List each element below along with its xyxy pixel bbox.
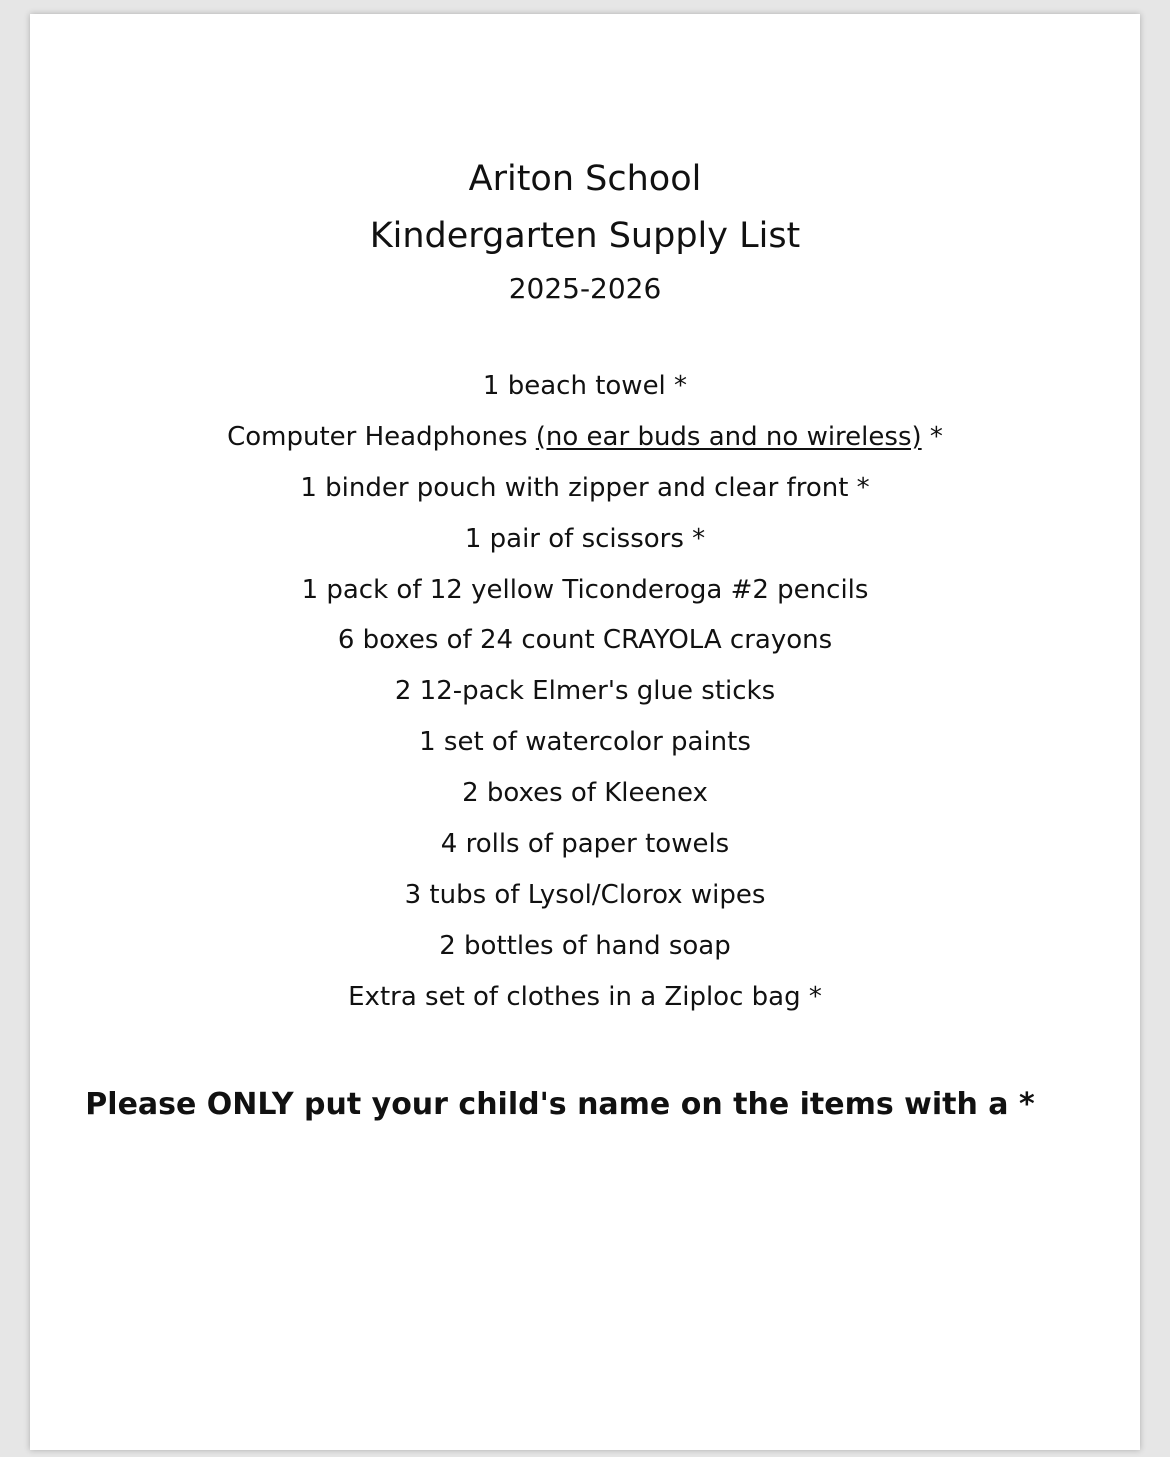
item-mark: *: [848, 472, 870, 503]
list-item: [30, 674, 1140, 725]
item-text: 1 binder pouch with zipper and clear front: [300, 472, 849, 503]
item-text: 1 set of watercolor paints: [419, 727, 751, 758]
item-text: 6 boxes of 24 count CRAYOLA crayons: [337, 625, 833, 656]
item-text: 1 pack of 12 yellow Ticonderoga #2 pencils: [301, 574, 869, 605]
supply-list: [30, 369, 1140, 1031]
list-item: [30, 929, 1140, 980]
item-mark: *: [683, 523, 706, 554]
list-item: [30, 369, 1140, 420]
list-item: [30, 827, 1140, 878]
list-item: [30, 623, 1140, 674]
list-item: [30, 980, 1140, 1031]
item-mark: *: [921, 421, 943, 452]
list-item: [30, 522, 1140, 573]
name-label-note: Please ONLY put your child's name on the items with a *: [85, 1087, 1035, 1122]
item-mark: *: [800, 981, 822, 1012]
list-item: [30, 471, 1140, 522]
school-name: Ariton School: [468, 159, 702, 199]
item-text: 2 boxes of Kleenex: [462, 778, 708, 809]
school-year: 2025-2026: [508, 272, 662, 305]
document-page: [30, 14, 1140, 1450]
item-text: 2 12-pack Elmer's glue sticks: [394, 676, 776, 707]
item-text: 2 bottles of hand soap: [439, 930, 731, 961]
list-title: Kindergarten Supply List: [369, 216, 801, 256]
item-text: 1 pair of scissors: [464, 523, 684, 554]
list-item: [30, 725, 1140, 776]
item-underlined: (no ear buds and no wireless): [535, 421, 922, 452]
list-item: [30, 420, 1140, 471]
item-text: 3 tubs of Lysol/Clorox wipes: [404, 879, 766, 910]
list-item: [30, 776, 1140, 827]
list-item: [30, 573, 1140, 624]
item-text: Computer Headphones: [227, 421, 536, 452]
item-mark: *: [665, 371, 688, 401]
item-text: 4 rolls of paper towels: [440, 829, 730, 860]
item-text: Extra set of clothes in a Ziploc bag: [348, 981, 801, 1012]
list-item: [30, 878, 1140, 929]
item-text: 1 beach towel: [482, 371, 666, 401]
